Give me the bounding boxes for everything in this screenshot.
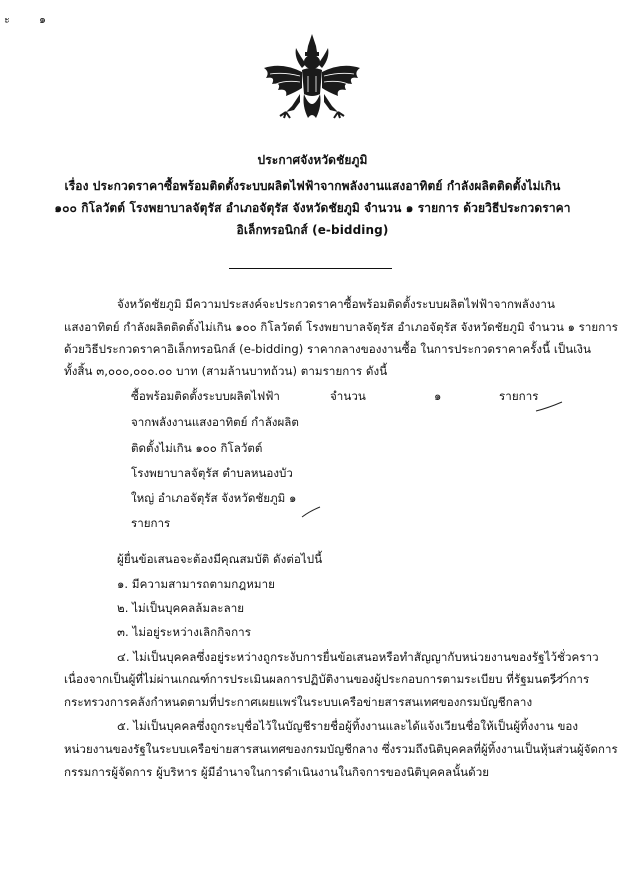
intro-line-4: ทั้งสิ้น ๓,๐๐๐,๐๐๐.๐๐ บาท (สามล้านบาทถ้วน) ตามรายการ ดังนี้ <box>64 364 388 378</box>
subject-line-2: ๑๐๐ กิโลวัตต์ โรงพยาบาลจัตุรัส อำเภอจัตุรัส จังหวัดชัยภูมิ จำนวน ๑ รายการ ด้วยวิธีประกวดราคา <box>54 201 571 215</box>
qualification-item-4-line-2: เนื่องจากเป็นผู้ที่ไม่ผ่านเกณฑ์การประเมินผลการปฏิบัติงานของผู้ประกอบการตามระเบียบ ที่รัฐมนตรีว่าการ <box>64 672 590 686</box>
intro-line-1: จังหวัดชัยภูมิ มีความประสงค์จะประกวดราคาซื้อพร้อมติดตั้งระบบผลิตไฟฟ้าจากพลังงาน <box>117 297 555 311</box>
item-desc-line-6: รายการ <box>131 516 171 530</box>
qualification-item-4-line-3: กระทรวงการคลังกำหนดตามที่ประกาศเผยแพร่ในระบบเครือข่ายสารสนเทศของกรมบัญชีกลาง <box>64 695 533 709</box>
corner-mark-right: ๑ <box>39 13 46 26</box>
garuda-emblem-icon <box>256 32 368 132</box>
subject-line-3: อิเล็กทรอนิกส์ (e-bidding) <box>236 223 389 237</box>
item-desc-line-2: จากพลังงานแสงอาทิตย์ กำลังผลิต <box>131 415 299 429</box>
item-desc-line-5: ใหญ่ อำเภอจัตุรัส จังหวัดชัยภูมิ ๑ <box>131 491 297 505</box>
item-desc-line-4: โรงพยาบาลจัตุรัส ตำบลหนองบัว <box>131 466 293 480</box>
qualification-item-5-line-1: ๕. ไม่เป็นบุคคลซึ่งถูกระบุชื่อไว้ในบัญชีรายชื่อผู้ทิ้งงานและได้แจ้งเวียนชื่อให้เป็นผู้ทิ้งงาน ของ <box>117 719 579 733</box>
intro-line-2: แสงอาทิตย์ กำลังผลิตติดตั้งไม่เกิน ๑๐๐ กิโลวัตต์ โรงพยาบาลจัตุรัส อำเภอจัตุรัส จังหวัดชัยภูมิ จำนวน ๑ รายการ <box>64 320 618 334</box>
qualifications-heading: ผู้ยื่นข้อเสนอจะต้องมีคุณสมบัติ ดังต่อไปนี้ <box>117 552 323 566</box>
corner-mark-left: ะ <box>4 13 10 26</box>
title-divider <box>229 268 392 269</box>
handwritten-tick-icon <box>300 505 322 519</box>
item-qty: ๑ <box>434 389 442 403</box>
item-qty-label: จำนวน <box>330 389 366 403</box>
item-unit: รายการ <box>499 389 539 403</box>
qualification-item-5-line-2: หน่วยงานของรัฐในระบบเครือข่ายสารสนเทศของกรมบัญชีกลาง ซึ่งรวมถึงนิติบุคคลที่ผู้ทิ้งงานเป็นหุ้นส่วนผู้จัดการ <box>64 742 618 756</box>
qualification-item-2: ๒. ไม่เป็นบุคคลล้มละลาย <box>117 601 245 615</box>
qualification-item-5-line-3: กรรมการผู้จัดการ ผู้บริหาร ผู้มีอำนาจในการดำเนินงานในกิจการของนิติบุคคลนั้นด้วย <box>64 765 490 779</box>
announcement-title: ประกาศจังหวัดชัยภูมิ <box>257 153 368 167</box>
qualification-item-1: ๑. มีความสามารถตามกฎหมาย <box>117 577 275 591</box>
qualification-item-4-line-1: ๔. ไม่เป็นบุคคลซึ่งอยู่ระหว่างถูกระงับการยื่นข้อเสนอหรือทำสัญญากับหน่วยงานของรัฐไว้ชั่วคราว <box>117 650 599 664</box>
intro-line-3: ด้วยวิธีประกวดราคาอิเล็กทรอนิกส์ (e-bidding) ราคากลางของงานซื้อ ในการประกวดราคาครั้งนี้ เป็นเงิน <box>64 342 591 356</box>
qualification-item-3: ๓. ไม่อยู่ระหว่างเลิกกิจการ <box>117 625 252 639</box>
item-desc-line-1: ซื้อพร้อมติดตั้งระบบผลิตไฟฟ้า <box>131 389 280 403</box>
subject-line-1: เรื่อง ประกวดราคาซื้อพร้อมติดตั้งระบบผลิตไฟฟ้าจากพลังงานแสงอาทิตย์ กำลังผลิตติดตั้งไม่เกิน <box>64 179 561 193</box>
item-desc-line-3: ติดตั้งไม่เกิน ๑๐๐ กิโลวัตต์ <box>131 441 263 455</box>
handwritten-tick-icon <box>534 400 564 414</box>
